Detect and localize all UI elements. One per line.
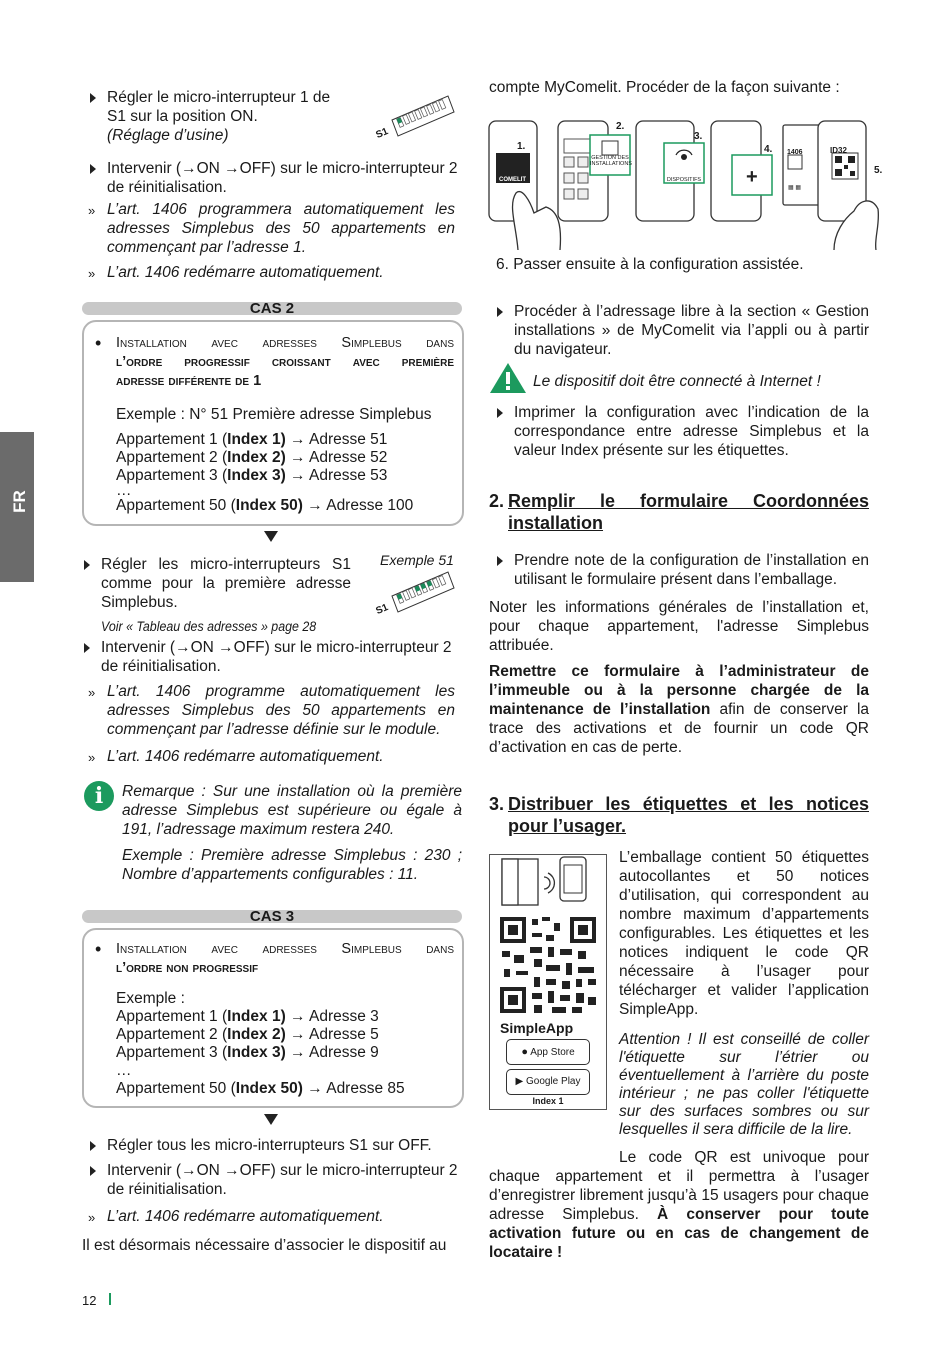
bullet-icon — [497, 408, 503, 418]
free-addressing-text: Procéder à l’adressage libre à la section « Gestion installations » de MyComelit via l’appli ou à partir du navigateur. — [514, 303, 869, 358]
step-6-text: 6. Passer ensuite à la configuration assistée. — [496, 256, 804, 273]
cas2-heading — [116, 334, 454, 391]
google-play-badge[interactable] — [506, 1069, 590, 1095]
step-switches-off: Régler tous les micro-interrupteurs S1 sur OFF. — [107, 1137, 432, 1154]
step-reset: Intervenir (→ON →OFF) sur le micro-interrupteur 2 de réinitialisation. — [107, 1162, 458, 1198]
dot-bullet: • — [95, 939, 102, 959]
example-51-label: Exemple 51 — [380, 552, 454, 568]
section-2-number: 2. — [489, 491, 505, 511]
cas2-heading-line: Installation avec adresses Simplebus dans — [116, 335, 454, 351]
switch-label: S1 — [374, 126, 390, 141]
result-marker: » — [88, 750, 96, 765]
cas3-row: Appartement 3 (Index 3) → Adresse 9 — [116, 1044, 379, 1061]
section-3-title-line2: pour l’usager. — [508, 816, 627, 836]
cas3-heading — [116, 940, 454, 978]
simpleapp-label: SimpleApp — [500, 1020, 574, 1036]
bullet-icon — [84, 560, 90, 570]
bullet-icon — [90, 164, 96, 174]
factory-note: (Réglage d’usine) — [107, 127, 229, 144]
result-text: L’art. 1406 programmera automatiquement les adresses Simplebus des 50 appartements en commençant par l’adresse 1. — [107, 201, 455, 256]
bullet-icon — [90, 1141, 96, 1151]
language-tab-label: FR — [9, 490, 29, 513]
bullet-icon — [90, 93, 96, 103]
dip-switch-illustration — [376, 90, 456, 140]
cas3-heading-line: l’ordre non progressif — [116, 960, 259, 976]
remark-example: Exemple : Première adresse Simplebus : 230 ; Nombre d’appartements configurables : 11. — [122, 847, 462, 883]
switch-label: S1 — [374, 602, 390, 617]
intro-text: compte MyComelit. Procéder de la façon suivante : — [489, 79, 840, 96]
form-note-text: Prendre note de la configuration de l’installation en utilisant le formulaire présent dans l’emballage. — [514, 552, 869, 588]
cas2-title: CAS 2 — [82, 302, 462, 315]
step-set-switch-1 — [107, 88, 347, 145]
dip-switch-example-illustration — [376, 566, 456, 616]
cas2-row: Appartement 50 (Index 50) → Adresse 100 — [116, 497, 414, 514]
section-3-title: Distribuer les étiquettes et les notices — [508, 794, 869, 814]
cas3-row: Appartement 2 (Index 2) → Adresse 5 — [116, 1026, 379, 1043]
step-text: Régler le micro-interrupteur 1 de S1 sur la position ON. — [107, 89, 331, 125]
app-store-label: App Store — [530, 1047, 575, 1058]
result-text: L’art. 1406 redémarre automatiquement. — [107, 1208, 384, 1225]
cas3-list — [116, 1008, 405, 1098]
result-text: L’art. 1406 redémarre automatiquement. — [107, 748, 384, 765]
device-1406-label: 1406 — [787, 149, 803, 156]
cas2-box — [82, 320, 464, 526]
qr-code-text: Le code QR est univoque pour chaque appartement et il permettra à l’usager d’enregistrer librement jusqu’à 15 usagers pour chaque adresse Simplebus. À conserver pour toute activation future ou en cas de changement de locataire ! — [489, 1149, 869, 1261]
section-2-title-line2: installation — [508, 513, 604, 533]
cas3-row: … — [116, 1062, 132, 1079]
cas2-row: Appartement 2 (Index 2) → Adresse 52 — [116, 449, 388, 466]
handover-text: Remettre ce formulaire à l’administrateur de l’immeuble ou à la personne chargée de la maintenance de l’installation afin de conserver la trace des activations et de fournir un code QR d’activation en cas de perte. — [489, 663, 870, 756]
app-steps-illustration — [488, 115, 884, 250]
index-label: Index 1 — [532, 1096, 564, 1106]
svg-text:▦ ▦: ▦ ▦ — [788, 185, 802, 191]
cas3-title: CAS 3 — [82, 910, 462, 923]
cas3-box — [82, 928, 464, 1108]
down-arrow-icon — [264, 531, 278, 542]
simpleapp-label-illustration — [489, 854, 607, 1110]
cas2-list — [116, 431, 413, 515]
closing-text: Il est désormais nécessaire d’associer le dispositif au — [82, 1237, 447, 1254]
google-play-label: Google Play — [526, 1076, 581, 1087]
device-id32-label: ID32 — [830, 146, 847, 155]
warning-icon — [489, 362, 527, 394]
app-store-badge[interactable] — [506, 1039, 590, 1065]
result-marker: » — [88, 685, 96, 700]
section-2-title: Remplir le formulaire Coordonnées — [508, 491, 869, 511]
step-number: 1. — [517, 141, 526, 152]
cas3-row: Appartement 1 (Index 1) → Adresse 3 — [116, 1008, 379, 1025]
package-contents-text: L’emballage contient 50 étiquettes autocollantes et 50 notices d’utilisation, qui correspondent au nombre maximum d’appartements configurables. Les étiquettes et les notices indiquent le code QR nécessaire à l’usager pour télécharger et valider l’application SimpleApp. — [619, 849, 869, 1018]
cas2-row: Appartement 1 (Index 1) → Adresse 51 — [116, 431, 388, 448]
address-table-ref[interactable]: Voir « Tableau des adresses » page 28 — [101, 619, 317, 634]
step-number: 2. — [616, 121, 625, 132]
result-marker: » — [88, 203, 96, 218]
page-divider — [109, 1293, 111, 1305]
warning-text: Le dispositif doit être connecté à Internet ! — [533, 373, 821, 390]
section-3-number: 3. — [489, 794, 505, 814]
bullet-icon — [90, 1166, 96, 1176]
step-number: 5. — [874, 165, 883, 176]
remark-text: Remarque : Sur une installation où la première adresse Simplebus est supérieure ou égale à 191, l’adressage maximum restera 240. — [122, 783, 462, 838]
bullet-icon — [497, 307, 503, 317]
comelit-logo: COMELIT — [499, 177, 526, 183]
cas3-heading-line: Installation avec adresses Simplebus dans — [116, 941, 454, 957]
bullet-icon — [497, 556, 503, 566]
gestion-label: GESTION DES INSTALLATIONS — [590, 155, 632, 167]
step-reset: Intervenir (→ON →OFF) sur le micro-interrupteur 2 de réinitialisation. — [107, 160, 458, 196]
step-reset: Intervenir (→ON →OFF) sur le micro-interrupteur 2 de réinitialisation. — [101, 639, 452, 675]
step-number: 4. — [764, 144, 773, 155]
cas2-heading-line: l’ordre progressif croissant avec première — [116, 354, 454, 370]
down-arrow-icon — [264, 1114, 278, 1125]
cas2-row: … — [116, 482, 132, 499]
cas2-example: Exemple : N° 51 Première adresse Simplebus — [116, 406, 432, 423]
result-text: L’art. 1406 programme automatiquement les adresses Simplebus des 50 appartements en commençant par l’adresse définie sur le module. — [107, 683, 455, 738]
cas2-row: Appartement 3 (Index 3) → Adresse 53 — [116, 467, 388, 484]
result-text: L’art. 1406 redémarre automatiquement. — [107, 264, 384, 281]
print-config-text: Imprimer la configuration avec l’indication de la correspondance entre adresse Simplebus et la valeur Index présente sur les étiquettes. — [514, 404, 869, 459]
attention-text: Attention ! Il est conseillé de coller l'étiquette sur l’étrier ou éventuellement à l’arrière du poste intérieur ; ne pas coller l'étiquette sur des surfaces sombres ou sur lesquelles il sera difficile de la lire. — [619, 1031, 869, 1138]
dot-bullet: • — [95, 333, 102, 353]
svg-text:+: + — [746, 166, 758, 188]
info-icon: i — [84, 781, 114, 811]
step-set-switches: Régler les micro-interrupteurs S1 comme pour la première adresse Simplebus. — [101, 556, 351, 611]
result-marker: » — [88, 266, 96, 281]
cas3-row: Appartement 50 (Index 50) → Adresse 85 — [116, 1080, 405, 1097]
page-number: 12 — [82, 1293, 97, 1308]
cas2-heading-line: adresse différente de 1 — [116, 373, 262, 389]
play-icon: ▶ — [515, 1076, 524, 1087]
general-info-text: Noter les informations générales de l’installation et, pour chaque appartement, l'adresse Simplebus attribuée. — [489, 599, 869, 654]
cas3-example: Exemple : — [116, 990, 185, 1007]
apple-icon: ● — [521, 1046, 528, 1058]
bullet-icon — [84, 643, 90, 653]
dispositifs-label: DISPOSITIFS — [666, 177, 702, 183]
step-number: 3. — [694, 131, 703, 142]
result-marker: » — [88, 1210, 96, 1225]
language-tab — [0, 432, 34, 582]
